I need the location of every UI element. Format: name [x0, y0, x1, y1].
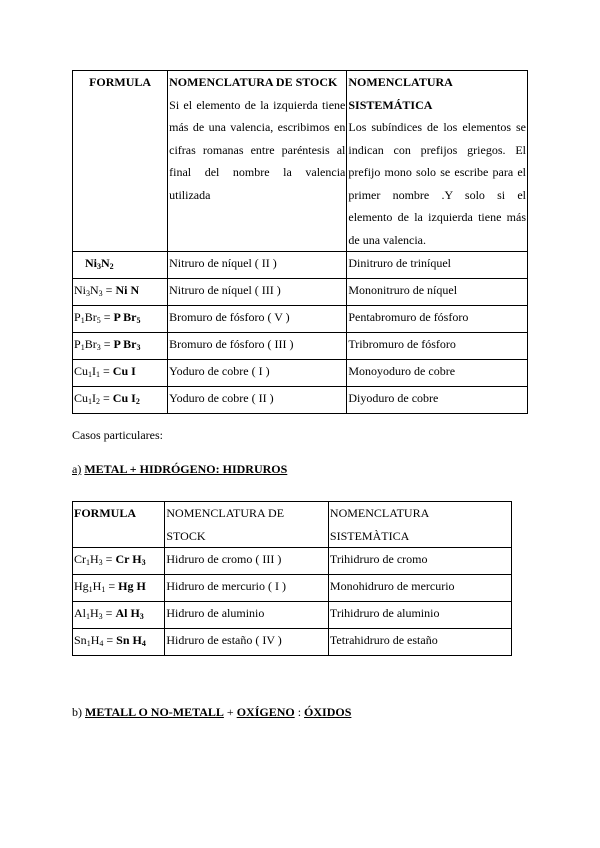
stock-text: Hidruro de mercurio ( I )	[166, 579, 286, 593]
stock-cell	[168, 360, 347, 387]
table-body	[73, 548, 512, 656]
formula-cell	[73, 387, 168, 414]
stock-cell	[168, 333, 347, 360]
formula-header: FORMULA	[73, 502, 165, 548]
section-b-colon: :	[297, 705, 302, 719]
sist-text: Dinitruro de triníquel	[348, 256, 452, 270]
formula-b-text: P $Br_3$	[113, 337, 141, 352]
sist-text: Mononitruro de níquel	[348, 283, 458, 297]
formula-b-text: Sn $H_4$	[116, 633, 146, 648]
systematic-cell	[347, 279, 528, 306]
section-a-heading	[72, 462, 287, 477]
stock-cell	[165, 548, 329, 575]
stock-cell	[168, 387, 347, 414]
sist-text: Monohidruro de mercurio	[329, 579, 455, 593]
systematic-header-line-2: SISTEMÀTICA	[329, 528, 410, 543]
stock-text: Hidruro de cromo ( III )	[166, 552, 282, 566]
stock-cell	[165, 575, 329, 602]
formula-b-text: Cu I	[112, 364, 136, 378]
stock-text: Bromuro de fósforo ( III )	[169, 337, 294, 351]
formula-b-text: $Ni_3N_2$	[85, 256, 114, 271]
systematic-cell	[347, 360, 528, 387]
stock-text: Bromuro de fósforo ( V )	[169, 310, 290, 324]
formula-cell	[73, 306, 168, 333]
formula-header: FORMULA	[73, 71, 168, 252]
formula-a-text: $Hg_1H_1$ =	[74, 579, 119, 594]
table-header-row	[73, 71, 528, 252]
stock-text: Hidruro de aluminio	[166, 606, 265, 620]
systematic-cell	[328, 575, 511, 602]
stock-cell	[165, 602, 329, 629]
formula-cell	[73, 360, 168, 387]
formula-a-text: $Sn_1H_4$ =	[74, 633, 117, 648]
sist-text: Trihidruro de cromo	[329, 552, 428, 566]
formula-cell	[73, 548, 165, 575]
table-row	[73, 306, 528, 333]
section-a-prefix: a)	[72, 462, 82, 476]
nomenclature-table	[72, 70, 528, 414]
stock-cell	[168, 252, 347, 279]
formula-a-text: $Ni_3N_3$ =	[74, 283, 116, 298]
formula-a-text: $Cr_1H_3$ =	[74, 552, 116, 567]
formula-cell	[73, 602, 165, 629]
stock-text: Yoduro de cobre ( I )	[169, 364, 270, 378]
stock-cell	[168, 279, 347, 306]
formula-a-text: $Al_1H_3$ =	[74, 606, 116, 621]
stock-title: NOMENCLATURA DE STOCK	[169, 75, 338, 89]
formula-a-text: $P_1Br_5$ =	[74, 310, 114, 325]
stock-text: Hidruro de estaño ( IV )	[166, 633, 282, 647]
formula-b-text: Hg H	[118, 579, 146, 593]
table-row	[73, 602, 512, 629]
formula-cell	[73, 575, 165, 602]
sist-text: Tetrahidruro de estaño	[329, 633, 438, 647]
formula-a-text: $P_1Br_3$ =	[74, 337, 114, 352]
table-row	[73, 387, 528, 414]
formula-b-text: Cu $I_2$	[112, 391, 140, 406]
formula-a-text: $Cu_1I_2$ =	[74, 391, 113, 406]
table-body	[73, 252, 528, 414]
systematic-header-line-1: NOMENCLATURA	[329, 506, 430, 520]
section-b-part-2: OXÍGENO	[236, 705, 295, 719]
systematic-description: Los subíndices de los elementos se indican con prefijos griegos. El prefijo mono solo se escribe para el primer nombre .Y solo si el elemento de la izquierda tiene más de una valencia.	[348, 120, 526, 247]
formula-b-text: Ni N	[115, 283, 140, 297]
formula-cell	[73, 629, 165, 656]
table-row	[73, 252, 528, 279]
stock-text: Nitruro de níquel ( III )	[169, 283, 281, 297]
systematic-cell	[347, 252, 528, 279]
casos-label: Casos particulares:	[72, 428, 163, 442]
systematic-cell	[328, 629, 511, 656]
table-row	[73, 279, 528, 306]
systematic-title: NOMENCLATURA SISTEMÁTICA	[348, 75, 453, 112]
stock-text: Yoduro de cobre ( II )	[169, 391, 274, 405]
table-header-row	[73, 502, 512, 548]
formula-cell	[73, 279, 168, 306]
sist-text: Tribromuro de fósforo	[348, 337, 456, 351]
systematic-cell	[347, 333, 528, 360]
sist-text: Pentabromuro de fósforo	[348, 310, 469, 324]
systematic-cell	[347, 306, 528, 333]
formula-b-text: Al $H_3$	[115, 606, 144, 621]
sist-text: Monoyoduro de cobre	[348, 364, 456, 378]
sist-text: Trihidruro de aluminio	[329, 606, 440, 620]
formula-cell	[73, 252, 168, 279]
section-a-title: METAL + HIDRÓGENO: HIDRUROS	[84, 462, 288, 476]
section-b-plus: +	[226, 705, 234, 719]
stock-header	[165, 502, 329, 548]
section-b-heading	[72, 705, 351, 720]
stock-description: Si el elemento de la izquierda tiene más de una valencia, escribimos en cifras romanas entre paréntesis al final del nombre la valencia utilizada	[169, 97, 346, 202]
table-row	[73, 548, 512, 575]
formula-b-text: P $Br_5$	[113, 310, 141, 325]
table-row	[73, 360, 528, 387]
sist-text: Diyoduro de cobre	[348, 391, 439, 405]
stock-text: Nitruro de níquel ( II )	[169, 256, 277, 270]
formula-a-text: $Cu_1I_1$ =	[74, 364, 113, 379]
stock-cell	[165, 629, 329, 656]
systematic-header	[347, 71, 528, 252]
table-row	[73, 575, 512, 602]
systematic-cell	[328, 548, 511, 575]
table-row	[73, 629, 512, 656]
table-row	[73, 333, 528, 360]
systematic-cell	[328, 602, 511, 629]
systematic-header	[328, 502, 511, 548]
stock-header	[168, 71, 347, 252]
formula-cell	[73, 333, 168, 360]
formula-b-text: Cr $H_3$	[115, 552, 146, 567]
section-b-part-3: ÓXIDOS	[304, 705, 352, 719]
section-b-prefix: b)	[72, 705, 82, 719]
stock-cell	[168, 306, 347, 333]
stock-header-line-1: NOMENCLATURA DE	[166, 506, 285, 520]
hydrides-table	[72, 501, 512, 656]
section-b-part-1: METALL O NO-METALL	[85, 705, 224, 719]
stock-header-line-2: STOCK	[166, 528, 206, 543]
systematic-cell	[347, 387, 528, 414]
